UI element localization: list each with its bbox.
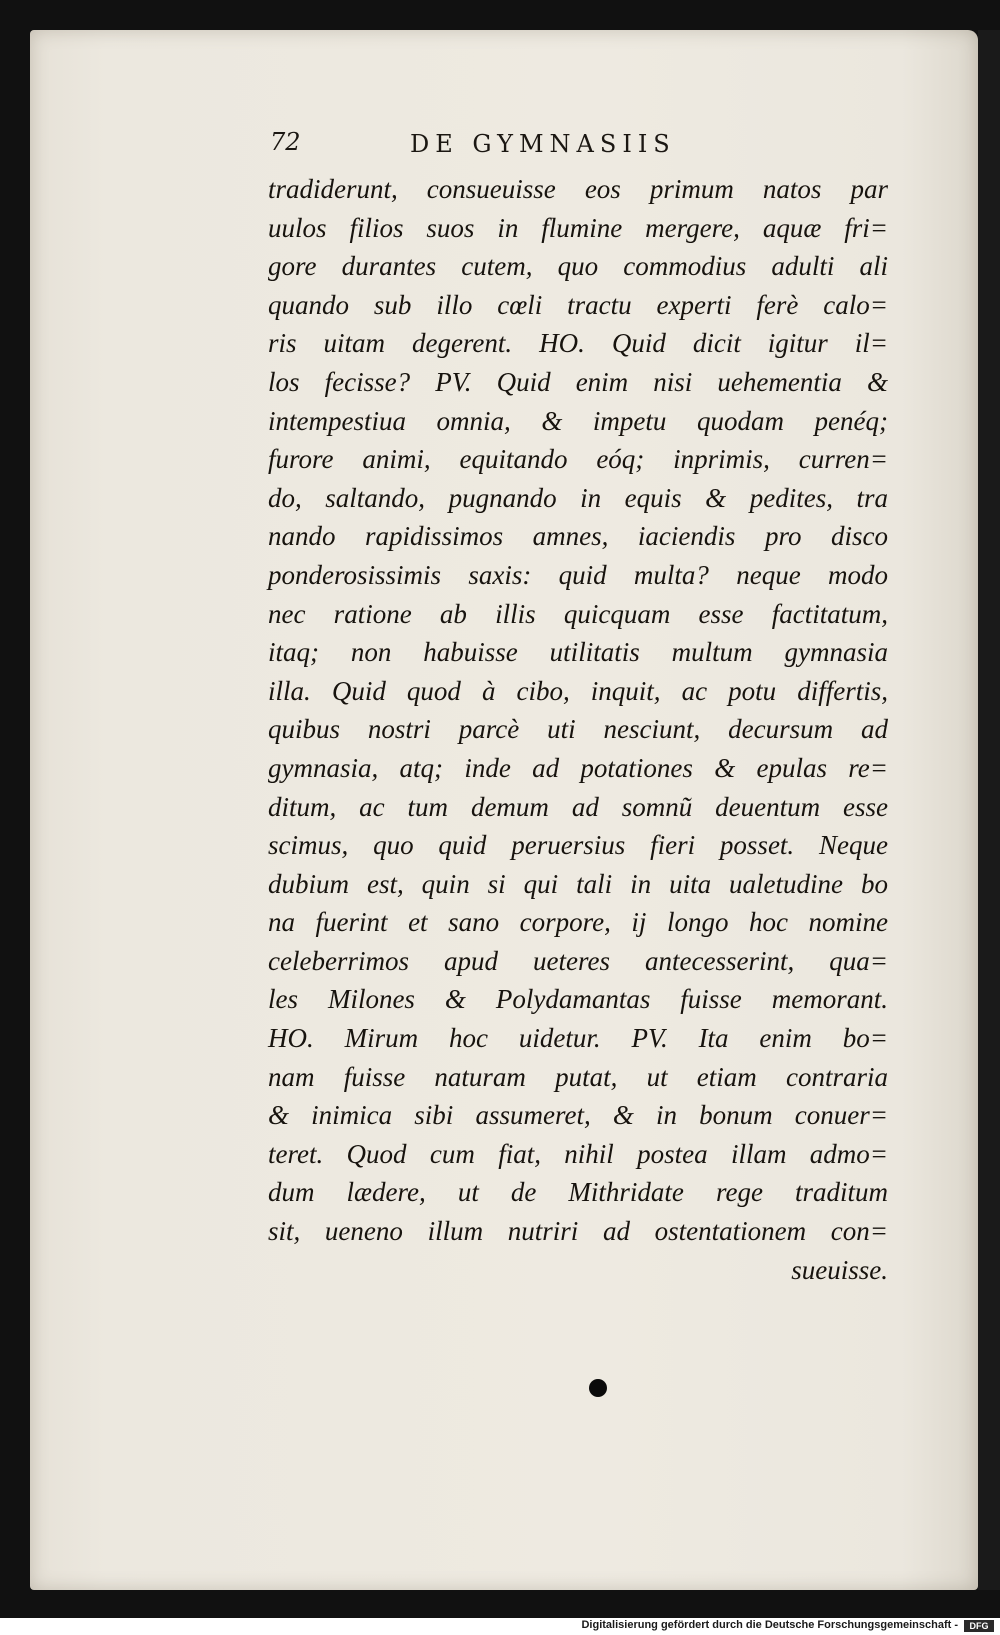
text-line: dubium est, quin si qui tali in uita ualetudine bo <box>268 868 888 899</box>
ink-blot <box>589 1379 607 1397</box>
text-line: uulos filios suos in flumine mergere, aquæ fri= <box>268 212 888 243</box>
text-line: nando rapidissimos amnes, iaciendis pro disco <box>268 521 888 552</box>
dfg-logo-icon: DFG <box>964 1620 994 1632</box>
text-line: & inimica sibi assumeret, & in bonum conuer= <box>268 1100 888 1131</box>
text-line: illa. Quid quod à cibo, inquit, ac potu differtis, <box>268 675 888 706</box>
text-line: itaq; non habuisse utilitatis multum gymnasia <box>268 637 888 668</box>
text-line: na fuerint et sano corpore, ij longo hoc nomine <box>268 907 888 938</box>
page-number: 72 <box>270 128 301 156</box>
text-line: do, saltando, pugnando in equis & pedites, tra <box>268 482 888 513</box>
text-line: ditum, ac tum demum ad somnũ deuentum esse <box>268 791 888 822</box>
text-line: ponderosissimis saxis: quid multa? neque modo <box>268 559 888 590</box>
running-header <box>270 128 750 164</box>
funding-credit: Digitalisierung gefördert durch die Deutsche Forschungsgemeinschaft - <box>581 1619 958 1631</box>
running-title: DE GYMNASIIS <box>410 130 676 158</box>
text-line: intempestiua omnia, & impetu quodam penéq; <box>268 405 888 436</box>
text-line: scimus, quo quid peruersius fieri posset. Neque <box>268 830 888 861</box>
text-line: HO. Mirum hoc uidetur. PV. Ita enim bo= <box>268 1023 888 1054</box>
text-line: dum lædere, ut de Mithridate rege traditum <box>268 1177 888 1208</box>
text-line: ris uitam degerent. HO. Quid dicit igitur il= <box>268 328 888 359</box>
scan-edge-strip <box>978 30 1000 1590</box>
catchword-line: sueuisse. <box>791 1254 888 1285</box>
text-line: celeberrimos apud ueteres antecesserint, qua= <box>268 945 888 976</box>
text-line: quibus nostri parcè uti nesciunt, decursum ad <box>268 714 888 745</box>
text-line: nam fuisse naturam putat, ut etiam contraria <box>268 1061 888 1092</box>
text-line: les Milones & Polydamantas fuisse memorant. <box>268 984 888 1015</box>
text-line: teret. Quod cum fiat, nihil postea illam admo= <box>268 1138 888 1169</box>
text-line: nec ratione ab illis quicquam esse factitatum, <box>268 598 888 629</box>
body-text <box>268 170 888 1289</box>
text-line: los fecisse? PV. Quid enim nisi uehementia & <box>268 366 888 397</box>
digitization-footer <box>0 1618 1000 1635</box>
text-line: tradiderunt, consueuisse eos primum natos par <box>268 174 888 204</box>
text-line: quando sub illo cœli tractu experti ferè calo= <box>268 289 888 320</box>
text-line: sit, ueneno illum nutriri ad ostentationem con= <box>268 1216 888 1247</box>
text-line: gymnasia, atq; inde ad potationes & epulas re= <box>268 752 888 783</box>
text-line: gore durantes cutem, quo commodius adulti ali <box>268 251 888 282</box>
text-line: furore animi, equitando eóq; inprimis, curren= <box>268 444 888 475</box>
